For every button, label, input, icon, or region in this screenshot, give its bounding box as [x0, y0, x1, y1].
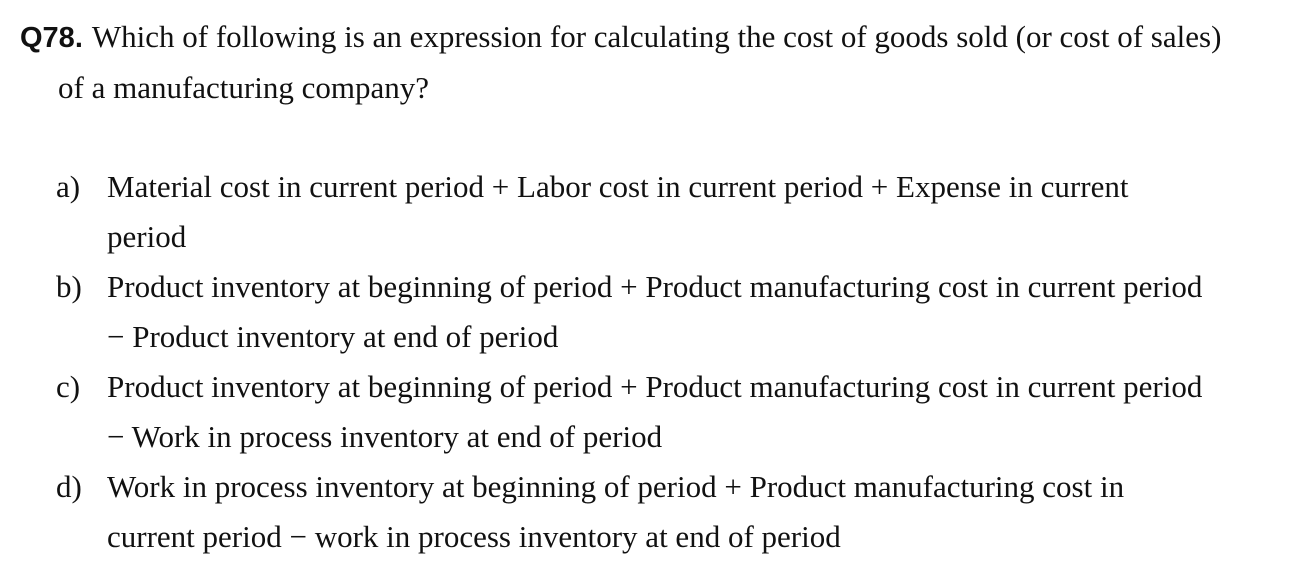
option-c-letter: c)	[56, 369, 81, 404]
option-a-letter: a)	[56, 169, 81, 204]
option-d-letter: d)	[56, 469, 82, 504]
option-d[interactable]	[56, 462, 1306, 562]
option-c-line-2: − Work in process inventory at end of period	[107, 419, 663, 454]
option-b-line-2: − Product inventory at end of period	[107, 319, 559, 354]
question-stem	[20, 12, 1310, 113]
question-text-line-1: Which of following is an expression for calculating the cost of goods sold (or cost of sales)	[91, 19, 1222, 54]
option-c[interactable]	[56, 362, 1306, 462]
option-c-line-1: Product inventory at beginning of period + Product manufacturing cost in current period	[107, 369, 1203, 404]
option-b[interactable]	[56, 262, 1306, 362]
answer-options	[56, 162, 1306, 562]
question-text-line-2: of a manufacturing company?	[58, 70, 429, 105]
option-d-line-2: current period − work in process inventory at end of period	[107, 519, 841, 554]
question-number: Q78.	[20, 22, 83, 54]
option-d-line-1: Work in process inventory at beginning of period + Product manufacturing cost in	[107, 469, 1125, 504]
option-a-line-1: Material cost in current period + Labor cost in current period + Expense in current	[107, 169, 1129, 204]
question-line-1	[20, 12, 1310, 63]
option-a-line-2: period	[107, 219, 187, 254]
option-b-line-1: Product inventory at beginning of period + Product manufacturing cost in current period	[107, 269, 1203, 304]
option-a[interactable]	[56, 162, 1306, 262]
option-b-letter: b)	[56, 269, 82, 304]
